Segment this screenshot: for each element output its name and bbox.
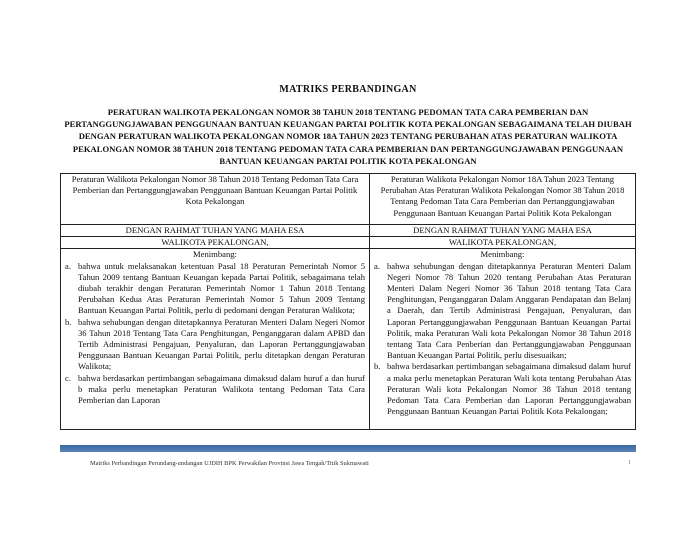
left-menimbang-label: Menimbang: [193,249,237,260]
page-number: 1 [628,459,632,466]
right-header: Peraturan Walikota Pekalongan Nomor 18A Tahun 2023 Tentang Perubahan Atas Peraturan Walikota Pekalongan Nomor 38 Tahun 2018 Tentang Pedoman Tata Cara Pemberian dan Pertanggungjawaban Penggunaan Bantuan Keuangan Partai Politik Kota Pekalongan [370,174,636,225]
walikota-row [61,237,636,249]
left-walikota: WALIKOTA PEKALONGAN, [61,237,370,249]
left-header: Peraturan Walikota Pekalongan Nomor 38 Tahun 2018 Tentang Pedoman Tata Cara Pemberian dan Pertanggungjawaban Penggunaan Bantuan Keuangan Partai Politik Kota Pekalongan [61,174,370,225]
clause-text: bahwa berdasarkan pertimbangan sebagaimana dimaksud dalam huruf a dan huruf b maka perlu menetapkan Peraturan Walikota tentang Pedoman Tata Cara Pemberian dan Laporan [78,372,365,406]
footer-bar [60,445,636,452]
right-walikota: WALIKOTA PEKALONGAN, [370,237,636,249]
right-clause-a [374,261,631,362]
menimbang-row [61,249,636,430]
clause-text: bahwa sehubungan dengan ditetapkannya Peraturan Menteri Dalam Negeri Nomor 78 Tahun 2020 tentang Perubahan Atas Peraturan Menteri Dalam Negeri Nomor 36 Tahun 2018 tentang Tata Cara Penghitungan, Penganggaran Dalam Anggaran Pendapatan dan Belanj a Daerah, dan Tertib Administrasi Pengajuan, Penyaluran, dan Laporan Pertanggungjawaban Penggunaan Bantuan Keuangan Partai Politik, maka Peraturan Wali kota Pekalongan Nomor 38 Tahun 2018 tentang Tata Cara Penberian dan Pertanggungjawaban Penggunaan Bantuan Keuangan Partai Politik, perlu disesuaikan; [387,260,631,361]
clause-label: b. [374,361,381,372]
header-row [61,174,636,225]
left-menimbang-cell [61,249,370,430]
comparison-matrix [60,173,636,430]
clause-text: bahwa sehubungan dengan ditetapkannya Peraturan Menteri Dalam Negeri Nomor 36 Tahun 2018 Tentang Tata Cara Penghitungan, Penganggaran dalam APBD dan Tertib Administrasi Pengajuan, Penyaluran, dan Laporan Pertanggungjawaban Penggunaan Bantuan Keuangan Partai Politik, perlu ditetapkan dengan Peraturan Walikota; [78,316,365,372]
document-title: MATRIKS PERBANDINGAN [279,84,417,95]
document-subtitle: PERATURAN WALIKOTA PEKALONGAN NOMOR 38 TAHUN 2018 TENTANG PEDOMAN TATA CARA PEMBERIAN DAN PERTANGGUNGJAWABAN PENGGUNAAN BANTUAN KEUANGAN PARTAI POLITIK KOTA PEKALONGAN SEBAGAIMANA TELAH DIUBAH DENGAN PERATURAN WALIKOTA PEKALONGAN NOMOR 18A TAHUN 2023 TENTANG PERUBAHAN ATAS PERATURAN WALIKOTA PEKALONGAN NOMOR 38 TAHUN 2018 TENTANG PEDOMAN TATA CARA PEMBERIAN DAN PERTANGGUNGJAWABAN PENGGUNAAN BANTUAN KEUANGAN PARTAI POLITIK KOTA PEKALONGAN [64,107,632,166]
left-clause-b [65,317,365,373]
right-clause-b [374,361,631,417]
clause-label: b. [65,316,72,327]
clause-label: c. [65,372,71,383]
right-menimbang-label: Menimbang: [480,249,525,260]
footer-text: Matriks Perbandingan Perundang-undangan UJDIH BPK Perwakilan Provinsi Jawa Tengah/Titik Sukmawati [90,460,369,467]
left-clause-c [65,373,365,407]
rahmat-row [61,225,636,237]
clause-text: bahwa berdasarkan pertimbangan sebagaimana dimaksud dalam huruf a maka perlu menetapkan Peraturan Wali kota tentang Perubahan Atas Peraturan Wali kota Pekalongan Nomor 38 Tahun 2018 tentang Pedoman Tata Cara Pemberian dan Laporan Pertanggungjawaban Penggunaan Bantuan Keuangan Partai Politik Kota Pekalongan; [387,361,631,417]
left-rahmat: DENGAN RAHMAT TUHAN YANG MAHA ESA [61,225,370,237]
clause-label: a. [374,260,380,271]
clause-label: a. [65,260,71,271]
left-clause-a [65,261,365,317]
right-menimbang-cell [370,249,636,430]
right-rahmat: DENGAN RAHMAT TUHAN YANG MAHA ESA [370,225,636,237]
clause-text: bahwa untuk melaksanakan ketentuan Pasal 18 Peraturan Pemerintah Nomor 5 Tahun 2009 tentang Bantuan Keuangan kepada Partai Politik, sebagaimana telah diubah terakhir dengan Peraturan Pemerintah Nomor 1 Tahun 2018 Tentang Perubahan Kedua Atas Peraturan Pemerintah Nomor 5 Tahun 2009 Tentang Bantuan Keuangan Partai Politik, perlu di pedomani dengan Peraturan Walikota; [78,260,365,316]
